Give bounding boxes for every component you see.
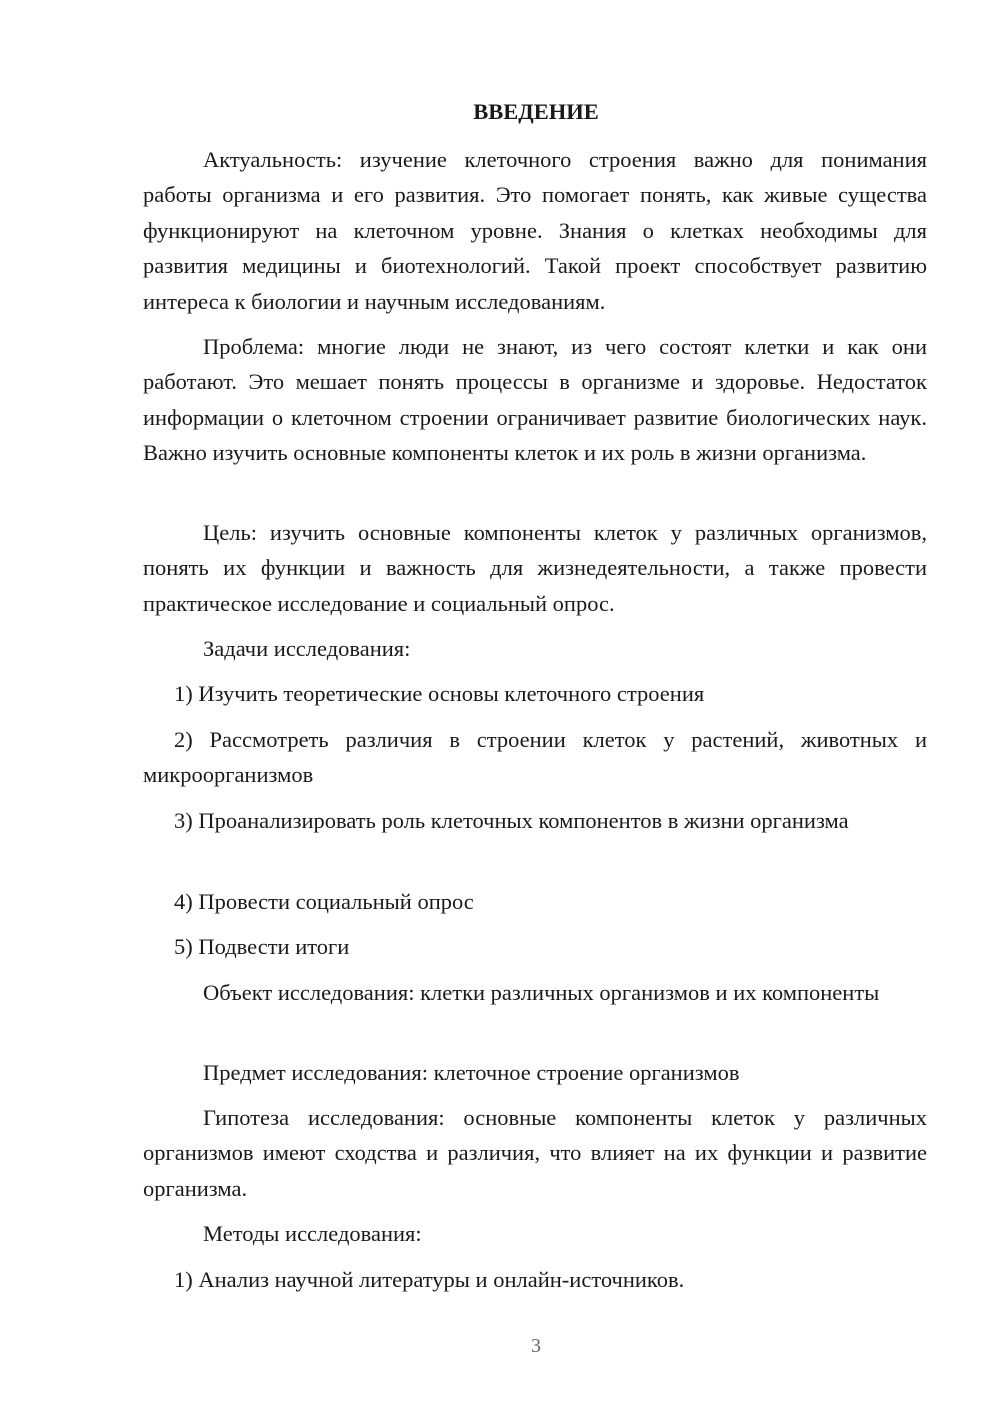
task-item-5: 5) Подвести итоги xyxy=(174,934,350,959)
subject-paragraph: Предмет исследования: клеточное строение организмов xyxy=(203,1060,740,1085)
problem-paragraph: Проблема: многие люди не знают, из чего состоят клетки и как они работают. Это мешает понять процессы в организме и здоровье. Недостаток информации о клеточном строении ограничивает развитие биологических наук. Важно изучить основные компоненты клеток и их роль в жизни организма. xyxy=(143,334,927,466)
task-item-3: 3) Проанализировать роль клеточных компонентов в жизни организма xyxy=(174,808,849,833)
object-paragraph: Объект исследования: клетки различных организмов и их компоненты xyxy=(203,980,880,1005)
methods-heading: Методы исследования: xyxy=(203,1221,422,1246)
task-item-2: 2) Рассмотреть различия в строении клеток у растений, животных и микроорганизмов xyxy=(143,727,927,788)
goal-paragraph: Цель: изучить основные компоненты клеток у различных организмов, понять их функции и важность для жизнедеятельности, а также провести практическое исследование и социальный опрос. xyxy=(143,520,927,616)
task-item-4: 4) Провести социальный опрос xyxy=(174,889,474,914)
hypothesis-paragraph: Гипотеза исследования: основные компоненты клеток у различных организмов имеют сходства и различия, что влияет на их функции и развитие организма. xyxy=(143,1105,927,1201)
page-number: 3 xyxy=(531,1335,541,1357)
tasks-heading: Задачи исследования: xyxy=(203,636,411,661)
relevance-paragraph: Актуальность: изучение клеточного строения важно для понимания работы организма и его развития. Это помогает понять, как живые существа функционируют на клеточном уровне. Знания о клетках необходимы для развития медицины и биотехнологий. Такой проект способствует развитию интереса к биологии и научным исследованиям. xyxy=(143,147,927,314)
method-item-1: 1) Анализ научной литературы и онлайн-источников. xyxy=(174,1267,685,1292)
task-item-1: 1) Изучить теоретические основы клеточного строения xyxy=(174,681,705,706)
section-title: ВВЕДЕНИЕ xyxy=(473,99,599,124)
